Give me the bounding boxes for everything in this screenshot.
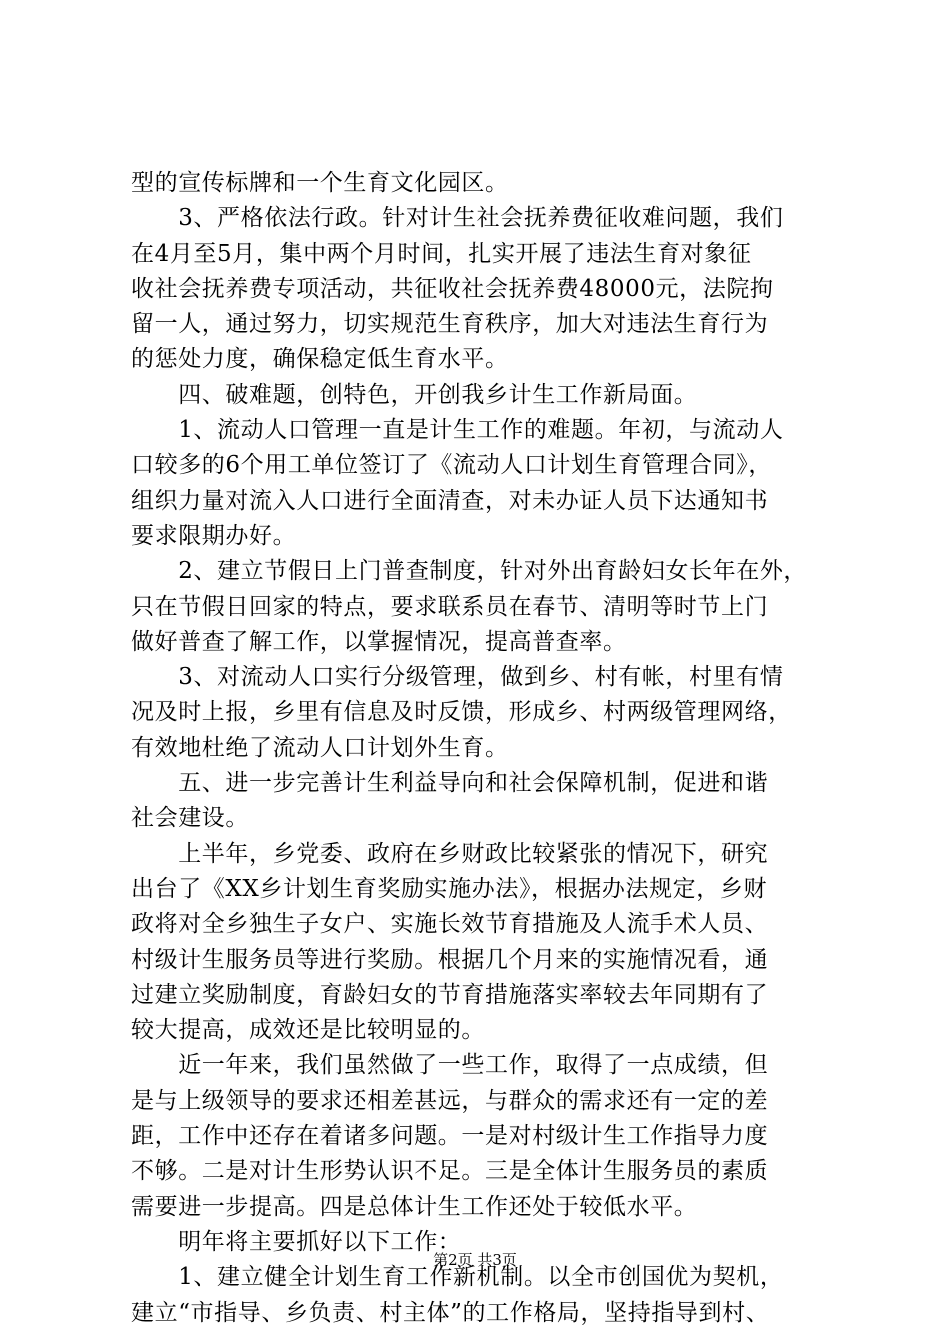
text-line: 组织力量对流入人口进行全面清查，对未办证人员下达通知书 — [131, 487, 769, 514]
page-number-footer: 第2页 共3页 — [433, 1251, 517, 1269]
text-line: 3、严格依法行政。针对计生社会抚养费征收难问题，我们 — [131, 205, 784, 232]
section-heading: 四、破难题，创特色，开创我乡计生工作新局面。 — [131, 381, 698, 408]
text-line: 1、建立健全计划生育工作新机制。以全市创国优为契机， — [131, 1264, 784, 1291]
section-heading: 五、进一步完善计生利益导向和社会保障机制，促进和谐 — [131, 770, 769, 797]
text-line: 上半年，乡党委、政府在乡财政比较紧张的情况下，研究 — [131, 840, 769, 867]
text-line: 不够。二是对计生形势认识不足。三是全体计生服务员的素质 — [131, 1158, 769, 1185]
text-line: 只在节假日回家的特点，要求联系员在春节、清明等时节上门 — [131, 593, 769, 620]
text-line: 3、对流动人口实行分级管理，做到乡、村有帐，村里有情 — [131, 664, 784, 691]
text-line: 口较多的6个用工单位签订了《流动人口计划生育管理合同》， — [131, 452, 772, 479]
text-line: 政将对全乡独生子女户、实施长效节育措施及人流手术人员、 — [131, 911, 769, 938]
text-line: 的惩处力度，确保稳定低生育水平。 — [131, 346, 509, 373]
text-line: 距，工作中还存在着诸多问题。一是对村级计生工作指导力度 — [131, 1123, 769, 1150]
text-line: 需要进一步提高。四是总体计生工作还处于较低水平。 — [131, 1193, 698, 1220]
text-line: 型的宣传标牌和一个生育文化园区。 — [131, 170, 509, 196]
text-line: 要求限期办好。 — [131, 522, 297, 549]
text-line: 过建立奖励制度，育龄妇女的节育措施落实率较去年同期有了 — [131, 981, 769, 1008]
text-line: 有效地杜绝了流动人口计划外生育。 — [131, 734, 509, 761]
text-line: 近一年来，我们虽然做了一些工作，取得了一点成绩，但 — [131, 1052, 769, 1079]
document-body — [131, 166, 851, 1331]
text-line: 建立“市指导、乡负责、村主体”的工作格局，坚持指导到村、 — [131, 1299, 770, 1326]
text-line: 是与上级领导的要求还相差甚远，与群众的需求还有一定的差 — [131, 1087, 769, 1114]
text-line: 1、流动人口管理一直是计生工作的难题。年初，与流动人 — [131, 417, 784, 444]
text-line: 做好普查了解工作，以掌握情况，提高普查率。 — [131, 628, 627, 655]
text-line: 村级计生服务员等进行奖励。根据几个月来的实施情况看，通 — [131, 946, 769, 973]
text-line: 出台了《XX乡计划生育奖励实施办法》，根据办法规定，乡财 — [131, 875, 768, 902]
text-line: 留一人，通过努力，切实规范生育秩序，加大对违法生育行为 — [131, 311, 769, 338]
text-line: 在4月至5月，集中两个月时间，扎实开展了违法生育对象征 — [131, 240, 752, 267]
text-line: 收社会抚养费专项活动，共征收社会抚养费48000元，法院拘 — [131, 275, 774, 302]
text-line: 较大提高，成效还是比较明显的。 — [131, 1017, 485, 1044]
text-line: 况及时上报，乡里有信息及时反馈，形成乡、村两级管理网络， — [131, 699, 792, 726]
text-line: 明年将主要抓好以下工作： — [131, 1228, 462, 1255]
text-line: 2、建立节假日上门普查制度，针对外出育龄妇女长年在外， — [131, 558, 808, 585]
text-line: 社会建设。 — [131, 805, 249, 832]
